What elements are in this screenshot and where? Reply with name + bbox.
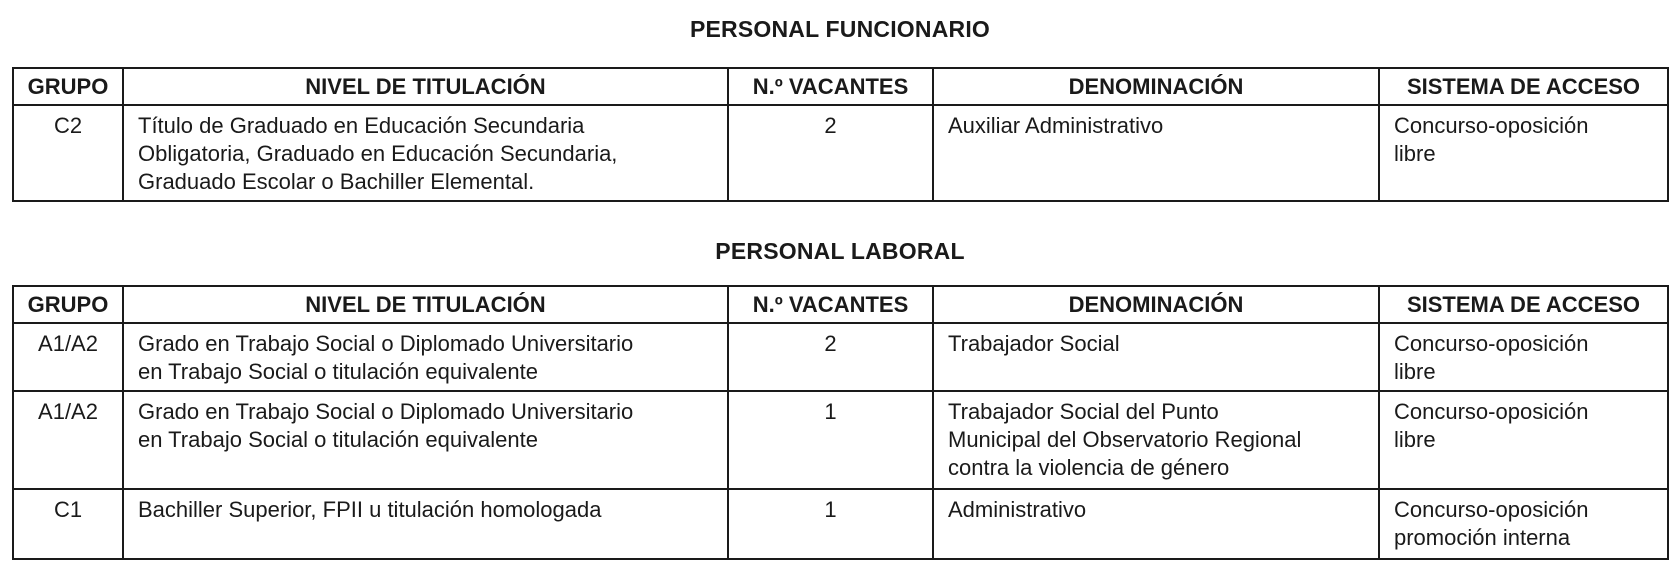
- table-row: [13, 323, 1668, 391]
- cell-denominacion: Auxiliar Administrativo: [933, 105, 1379, 201]
- header-nivel-titulacion: NIVEL DE TITULACIÓN: [123, 68, 728, 105]
- cell-denominacion: Trabajador Social: [933, 323, 1379, 391]
- cell-grupo: C2: [13, 105, 123, 201]
- header-grupo: GRUPO: [13, 286, 123, 323]
- cell-sistema-acceso: Concurso-oposición libre: [1379, 391, 1668, 489]
- table-row: [13, 391, 1668, 489]
- cell-vacantes: 2: [728, 105, 933, 201]
- cell-nivel-titulacion: Título de Graduado en Educación Secundaria Obligatoria, Graduado en Educación Secundaria, Graduado Escolar o Bachiller Elemental.: [123, 105, 728, 201]
- table-row: [13, 489, 1668, 559]
- section-title-laboral: PERSONAL LABORAL: [715, 238, 965, 264]
- header-vacantes: N.º VACANTES: [728, 286, 933, 323]
- header-vacantes: N.º VACANTES: [728, 68, 933, 105]
- cell-nivel-titulacion: Grado en Trabajo Social o Diplomado Universitario en Trabajo Social o titulación equivalente: [123, 323, 728, 391]
- cell-vacantes: 2: [728, 323, 933, 391]
- header-denominacion: DENOMINACIÓN: [933, 68, 1379, 105]
- table-funcionario: [12, 67, 1669, 202]
- section-title-funcionario: PERSONAL FUNCIONARIO: [689, 16, 991, 42]
- cell-vacantes: 1: [728, 391, 933, 489]
- cell-grupo: C1: [13, 489, 123, 559]
- header-sistema-acceso: SISTEMA DE ACCESO: [1379, 68, 1668, 105]
- header-nivel-titulacion: NIVEL DE TITULACIÓN: [123, 286, 728, 323]
- cell-sistema-acceso: Concurso-oposición libre: [1379, 105, 1668, 201]
- header-sistema-acceso: SISTEMA DE ACCESO: [1379, 286, 1668, 323]
- cell-grupo: A1/A2: [13, 323, 123, 391]
- cell-denominacion: Trabajador Social del Punto Municipal del Observatorio Regional contra la violencia de género: [933, 391, 1379, 489]
- cell-sistema-acceso: Concurso-oposición promoción interna: [1379, 489, 1668, 559]
- cell-nivel-titulacion: Grado en Trabajo Social o Diplomado Universitario en Trabajo Social o titulación equivalente: [123, 391, 728, 489]
- cell-vacantes: 1: [728, 489, 933, 559]
- cell-denominacion: Administrativo: [933, 489, 1379, 559]
- cell-sistema-acceso: Concurso-oposición libre: [1379, 323, 1668, 391]
- header-row: [13, 68, 1668, 105]
- table-laboral: [12, 285, 1669, 560]
- header-grupo: GRUPO: [13, 68, 123, 105]
- cell-nivel-titulacion: Bachiller Superior, FPII u titulación homologada: [123, 489, 728, 559]
- cell-grupo: A1/A2: [13, 391, 123, 489]
- header-row: [13, 286, 1668, 323]
- header-denominacion: DENOMINACIÓN: [933, 286, 1379, 323]
- table-row: [13, 105, 1668, 201]
